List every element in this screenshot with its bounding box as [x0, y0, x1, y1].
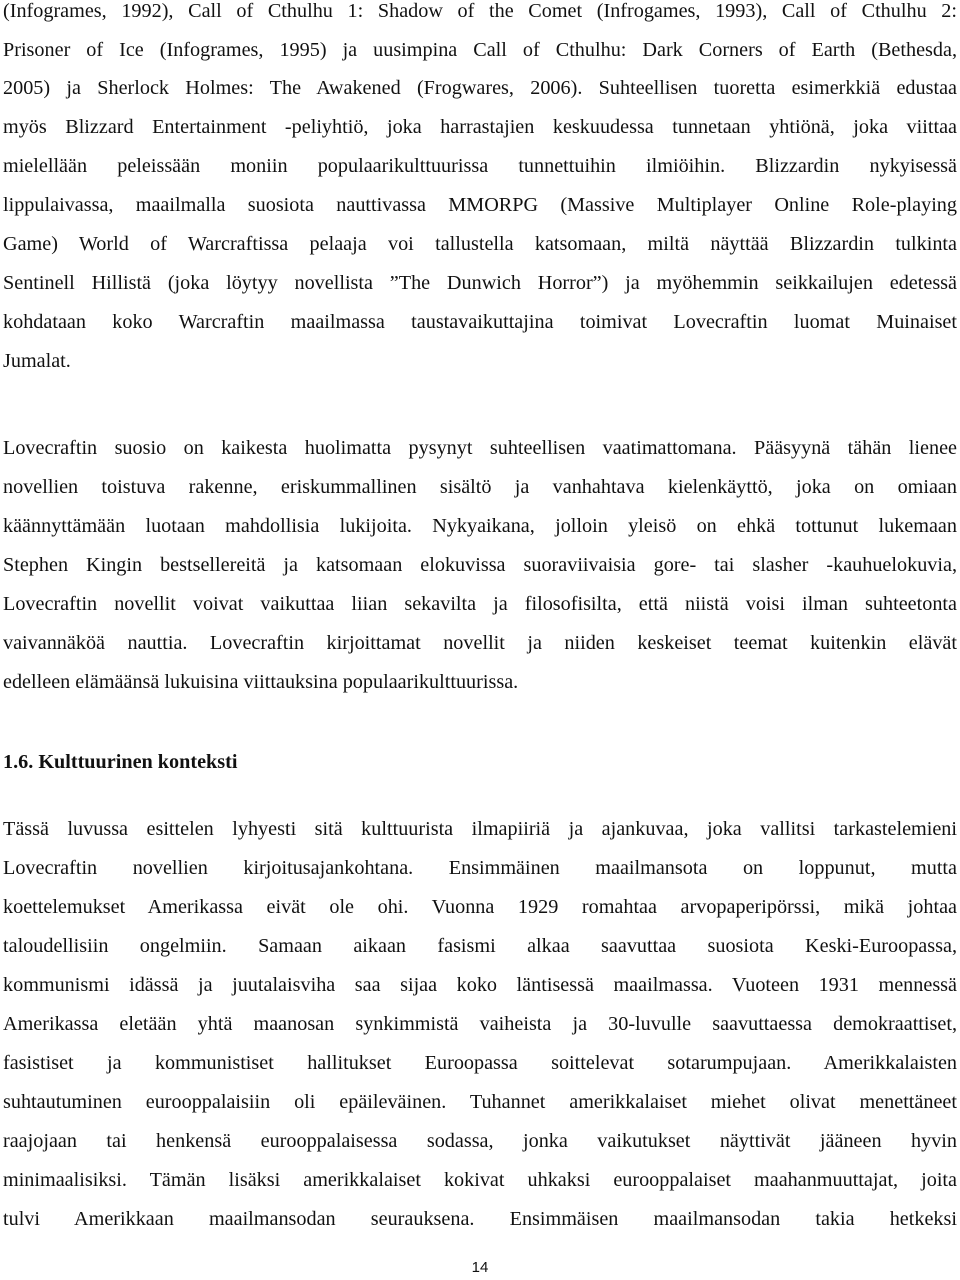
text-line: taloudellisiin ongelmiin. Samaan aikaan fasismi alkaa saavuttaa suosiota Keski-Euroopassa, [3, 935, 957, 957]
text-line: Lovecraftin novellit voivat vaikuttaa liian sekavilta ja filosofisilta, että niistä voisi ilman suhteetonta [3, 593, 957, 615]
text-line: novellien toistuva rakenne, eriskummallinen sisältö ja vanhahtava kielenkäyttö, joka on omiaan [3, 476, 957, 498]
text-line: koettelemukset Amerikassa eivät ole ohi. Vuonna 1929 romahtaa arvopaperipörssi, mikä johtaa [3, 896, 957, 918]
text-line: minimaalisiksi. Tämän lisäksi amerikkalaiset kokivat uhkaksi eurooppalaiset maahanmuuttajat, joita [3, 1169, 957, 1191]
text-line: Game) World of Warcraftissa pelaaja voi tallustella katsomaan, miltä näyttää Blizzardin tulkinta [3, 233, 957, 255]
text-line: kohdataan koko Warcraftin maailmassa taustavaikuttajina toimivat Lovecraftin luomat Muinaiset [3, 311, 957, 333]
text-line: Lovecraftin novellien kirjoitusajankohtana. Ensimmäinen maailmansota on loppunut, mutta [3, 857, 957, 879]
text-line: Amerikassa eletään yhtä maanosan synkimmistä vaiheista ja 30-luvulle saavuttaessa demokraattiset, [3, 1013, 957, 1035]
text-line: Tässä luvussa esittelen lyhyesti sitä kulttuurista ilmapiiriä ja ajankuvaa, joka vallitsi tarkastelemieni [3, 818, 957, 840]
text-line: edelleen elämäänsä lukuisina viittauksina populaarikulttuurissa. [3, 671, 519, 693]
text-line: suhtautuminen eurooppalaisiin oli epäileväinen. Tuhannet amerikkalaiset miehet olivat menettäneet [3, 1091, 957, 1113]
text-line: Lovecraftin suosio on kaikesta huolimatta pysynyt suhteellisen vaatimattomana. Pääsyynä tähän lienee [3, 437, 957, 459]
text-line: raajojaan tai henkensä eurooppalaisessa sodassa, jonka vaikutukset näyttivät jääneen hyvin [3, 1130, 957, 1152]
text-line: Stephen Kingin bestsellereitä ja katsomaan elokuvissa suoraviivaisia gore- tai slasher -kauhuelokuvia, [3, 554, 957, 576]
text-line: 2005) ja Sherlock Holmes: The Awakened (Frogwares, 2006). Suhteellisen tuoretta esimerkkiä edustaa [3, 77, 957, 99]
text-line: fasistiset ja kommunistiset hallitukset Euroopassa soittelevat sotarumpujaan. Amerikkalaisten [3, 1052, 957, 1074]
text-line: vaivannäköä nauttia. Lovecraftin kirjoittamat novellit ja niiden keskeiset teemat kuitenkin elävät [3, 632, 957, 654]
text-line: Prisoner of Ice (Infogrames, 1995) ja uusimpina Call of Cthulhu: Dark Corners of Earth (Bethesda, [3, 39, 957, 61]
text-line: kommunismi idässä ja juutalaisviha saa sijaa koko läntisessä maailmassa. Vuoteen 1931 mennessä [3, 974, 957, 996]
text-line: käännyttämään luotaan mahdollisia lukijoita. Nykyaikana, jolloin yleisö on ehkä tottunut lukemaan [3, 515, 957, 537]
text-line: (Infogrames, 1992), Call of Cthulhu 1: Shadow of the Comet (Infrogames, 1993), Call of Cthulhu 2: [3, 0, 957, 22]
section-heading: 1.6. Kulttuurinen konteksti [3, 751, 238, 773]
text-line: tulvi Amerikkaan maailmansodan seurauksena. Ensimmäisen maailmansodan takia hetkeksi [3, 1208, 957, 1230]
text-line: myös Blizzard Entertainment -peliyhtiö, joka harrastajien keskuudessa tunnetaan yhtiönä, joka viittaa [3, 116, 957, 138]
text-line: Sentinell Hillistä (joka löytyy novellista ”The Dunwich Horror”) ja myöhemmin seikkailujen edetessä [3, 272, 957, 294]
text-line: Jumalat. [3, 350, 71, 372]
text-line: mielellään peleissään moniin populaarikulttuurissa tunnettuihin ilmiöihin. Blizzardin nykyisessä [3, 155, 957, 177]
text-line: lippulaivassa, maailmalla suosiota nauttivassa MMORPG (Massive Multiplayer Online Role-playing [3, 194, 957, 216]
page-number: 14 [471, 1259, 489, 1276]
